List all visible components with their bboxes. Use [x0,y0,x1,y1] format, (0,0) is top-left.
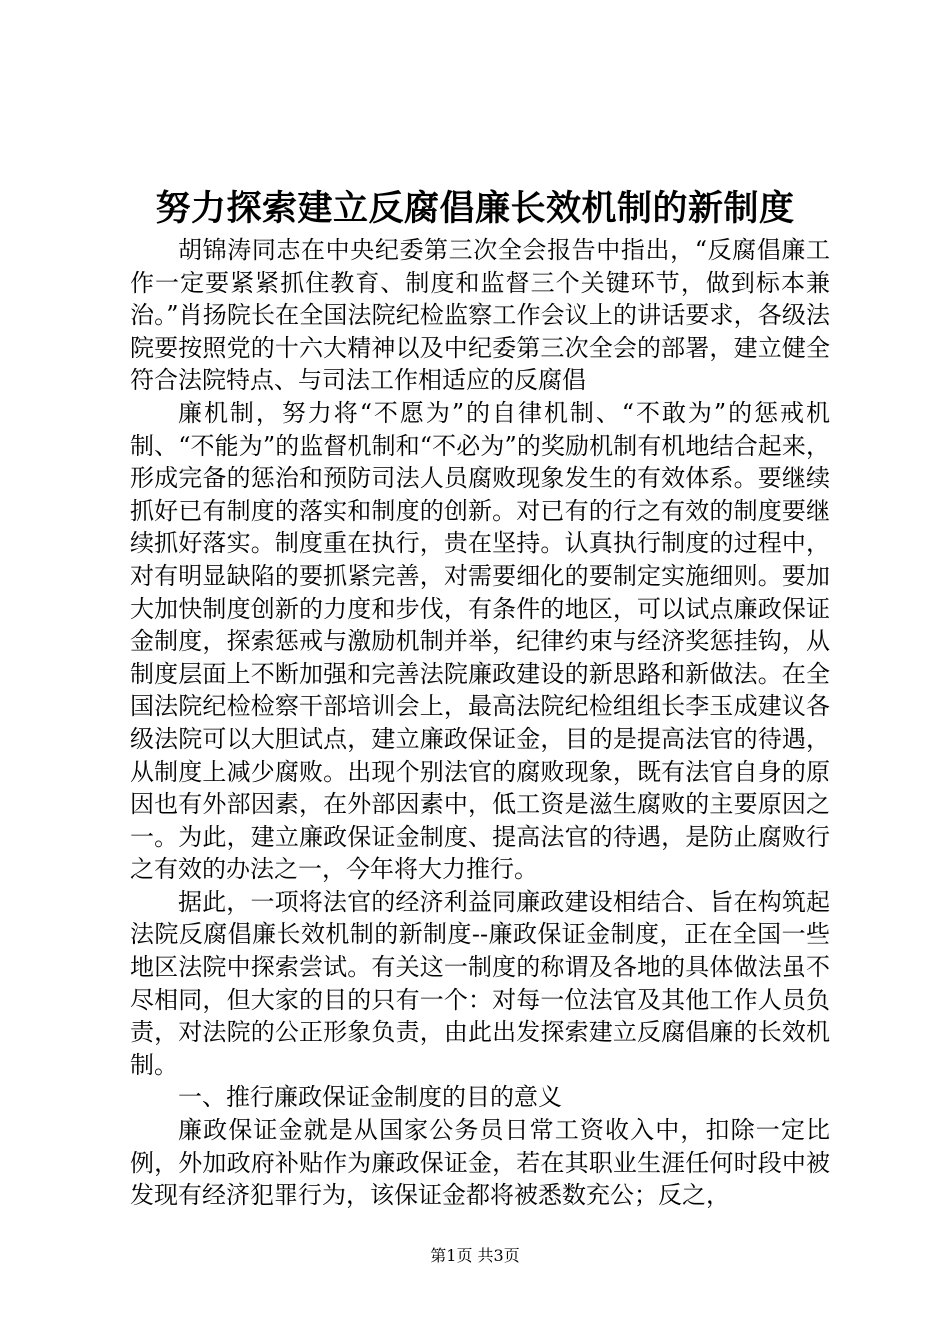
paragraph-4: 廉政保证金就是从国家公务员日常工资收入中，扣除一定比例，外加政府补贴作为廉政保证金，若在其职业生涯任何时段中被发现有经济犯罪行为，该保证金都将被悉数充公；反之， [130,1116,830,1210]
section-heading: 一、推行廉政保证金制度的目的意义 [178,1083,562,1112]
page-footer: 第1页 共3页 [430,1246,520,1265]
paragraph-1: 胡锦涛同志在中央纪委第三次全会报告中指出，“反腐倡廉工作一定要紧紧抓住教育、制度和监督三个关键环节，做到标本兼治。”肖扬院长在全国法院纪检监察工作会议上的讲话要求，各级法院要按照党的十六大精神以及中纪委第三次全会的部署，建立健全符合法院特点、与司法工作相适应的反腐倡 [130,236,830,395]
document-body [130,234,830,1212]
document-title: 努力探索建立反腐倡廉长效机制的新制度 [155,188,795,229]
paragraph-3: 据此，一项将法官的经济利益同廉政建设相结合、旨在构筑起法院反腐倡廉长效机制的新制度--廉政保证金制度，正在全国一些地区法院中探索尝试。有关这一制度的称谓及各地的具体做法虽不尽相同，但大家的目的只有一个：对每一位法官及其他工作人员负责，对法院的公正形象负责，由此出发探索建立反腐倡廉的长效机制。 [130,887,830,1079]
paragraph-2: 廉机制，努力将“不愿为”的自律机制、“不敢为”的惩戒机制、“不能为”的监督机制和“不必为”的奖励机制有机地结合起来，形成完备的惩治和预防司法人员腐败现象发生的有效体系。要继续抓好已有制度的落实和制度的创新。对已有的行之有效的制度要继续抓好落实。制度重在执行，贵在坚持。认真执行制度的过程中，对有明显缺陷的要抓紧完善，对需要细化的要制定实施细则。要加大加快制度创新的力度和步伐，有条件的地区，可以试点廉政保证金制度，探索惩戒与激励机制并举，纪律约束与经济奖惩挂钩，从制度层面上不断加强和完善法院廉政建设的新思路和新做法。在全国法院纪检检察干部培训会上，最高法院纪检组组长李玉成建议各级法院可以大胆试点，建立廉政保证金，目的是提高法官的待遇，从制度上减少腐败。出现个别法官的腐败现象，既有法官自身的原因也有外部因素，在外部因素中，低工资是滋生腐败的主要原因之一。为此，建立廉政保证金制度、提高法官的待遇，是防止腐败行之有效的办法之一，今年将大力推行。 [130,398,830,884]
